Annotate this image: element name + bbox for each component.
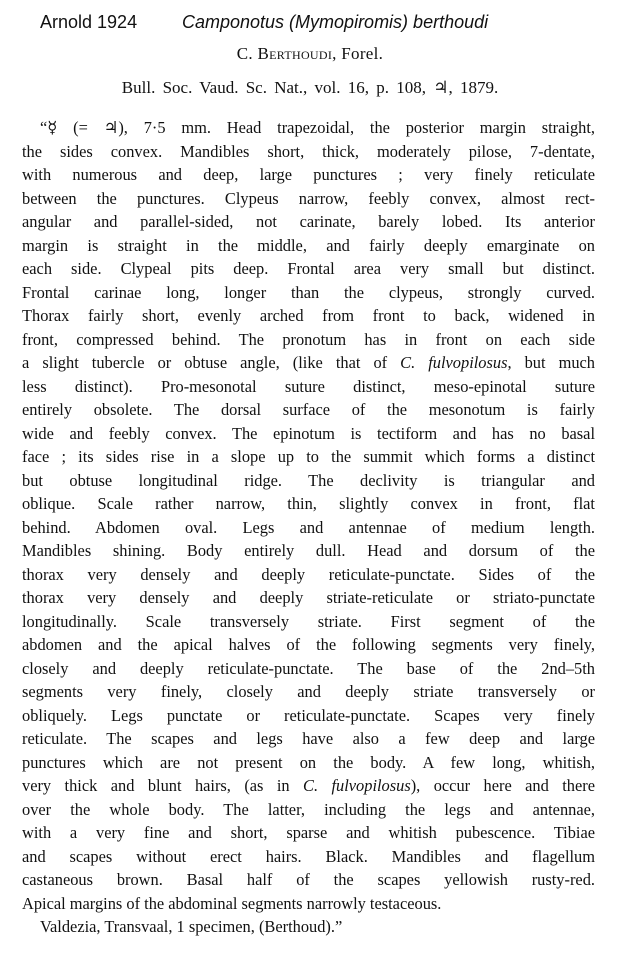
description-line: with numerous and deep, large punctures ; very finely reticulate xyxy=(22,165,595,184)
description-line: closely and deeply reticulate-punctate. The base of the 2nd–5th xyxy=(22,658,595,678)
description-line: reticulate. The scapes and legs have also a few deep and large xyxy=(22,729,595,748)
description-line: Thorax fairly short, evenly arched from front to back, widened in xyxy=(22,306,595,325)
description-line: margin is straight in the middle, and fairly deeply emarginate on xyxy=(22,235,595,255)
description-line: thorax very densely and deeply reticulate-punctate. Sides of the xyxy=(22,564,595,584)
species-initial: C. xyxy=(236,44,258,63)
description-line: “☿ (= ♃), 7·5 mm. Head trapezoidal, the posterior margin straight, xyxy=(40,118,595,137)
description xyxy=(22,116,595,939)
description-line: segments very finely, closely and deeply striate transversely or xyxy=(22,682,595,701)
description-line: angular and parallel-sided, not carinate, barely lobed. Its anterior xyxy=(22,212,595,231)
description-line: thorax very densely and deeply striate-reticulate or striato-punctate xyxy=(22,588,595,607)
description-line: and scapes without erect hairs. Black. Mandibles and flagellum xyxy=(22,846,595,866)
author-year: Arnold 1924 xyxy=(40,12,138,32)
description-line: longitudinally. Scale transversely striate. First segment of the xyxy=(22,611,595,631)
description-line: Mandibles shining. Body entirely dull. Head and dorsum of the xyxy=(22,541,595,560)
description-line: a slight tubercle or obtuse angle, (like that of C. fulvopilosus, but much xyxy=(22,353,595,372)
description-line: wide and feebly convex. The epinotum is tectiform and has no basal xyxy=(22,423,595,443)
description-line: oblique. Scale rather narrow, thin, slightly convex in front, flat xyxy=(22,494,595,513)
description-line: punctures which are not present on the body. A few long, whitish, xyxy=(22,752,595,772)
description-line: face ; its sides rise in a slope up to the summit which forms a distinct xyxy=(22,447,595,466)
description-line: front, compressed behind. The pronotum has in front on each side xyxy=(22,329,595,349)
description-line: less distinct). Pro-mesonotal suture distinct, meso-epinotal suture xyxy=(22,376,595,396)
description-line: abdomen and the apical halves of the following segments very finely, xyxy=(22,635,595,654)
description-line: entirely obsolete. The dorsal surface of the mesonotum is fairly xyxy=(22,400,595,419)
species-heading xyxy=(0,44,620,64)
description-line: obliquely. Legs punctate or reticulate-punctate. Scapes very finely xyxy=(22,705,595,725)
species-epithet: Berthoudi xyxy=(257,44,333,63)
locality-line: Valdezia, Transvaal, 1 specimen, (Berthoud).” xyxy=(40,917,343,936)
description-line: Frontal carinae long, longer than the clypeus, strongly curved. xyxy=(22,282,595,302)
citation: Bull. Soc. Vaud. Sc. Nat., vol. 16, p. 108, ♃, 1879. xyxy=(121,78,499,97)
page-header xyxy=(0,12,620,38)
taxon-name: Camponotus (Mymopiromis) berthoudi xyxy=(182,12,489,32)
description-line: the sides convex. Mandibles short, thick, moderately pilose, 7-dentate, xyxy=(22,141,595,161)
description-line: very thick and blunt hairs, (as in C. fulvopilosus), occur here and there xyxy=(22,776,595,795)
description-line: but obtuse longitudinal ridge. The declivity is triangular and xyxy=(22,470,595,490)
description-line: behind. Abdomen oval. Legs and antennae of medium length. xyxy=(22,517,595,537)
species-reference: C. fulvopilosus xyxy=(303,776,411,795)
description-line: between the punctures. Clypeus narrow, feebly convex, almost rect- xyxy=(22,188,595,208)
species-authority: , Forel. xyxy=(332,44,384,63)
description-line: castaneous brown. Basal half of the scapes yellowish rusty-red. xyxy=(22,870,595,889)
description-line: each side. Clypeal pits deep. Frontal area very small but distinct. xyxy=(22,259,595,278)
description-line: with a very fine and short, sparse and whitish pubescence. Tibiae xyxy=(22,823,595,842)
description-line: Apical margins of the abdominal segments narrowly testaceous. xyxy=(22,893,442,913)
description-line: over the whole body. The latter, including the legs and antennae, xyxy=(22,799,595,819)
species-reference: C. fulvopilosus xyxy=(400,353,508,372)
